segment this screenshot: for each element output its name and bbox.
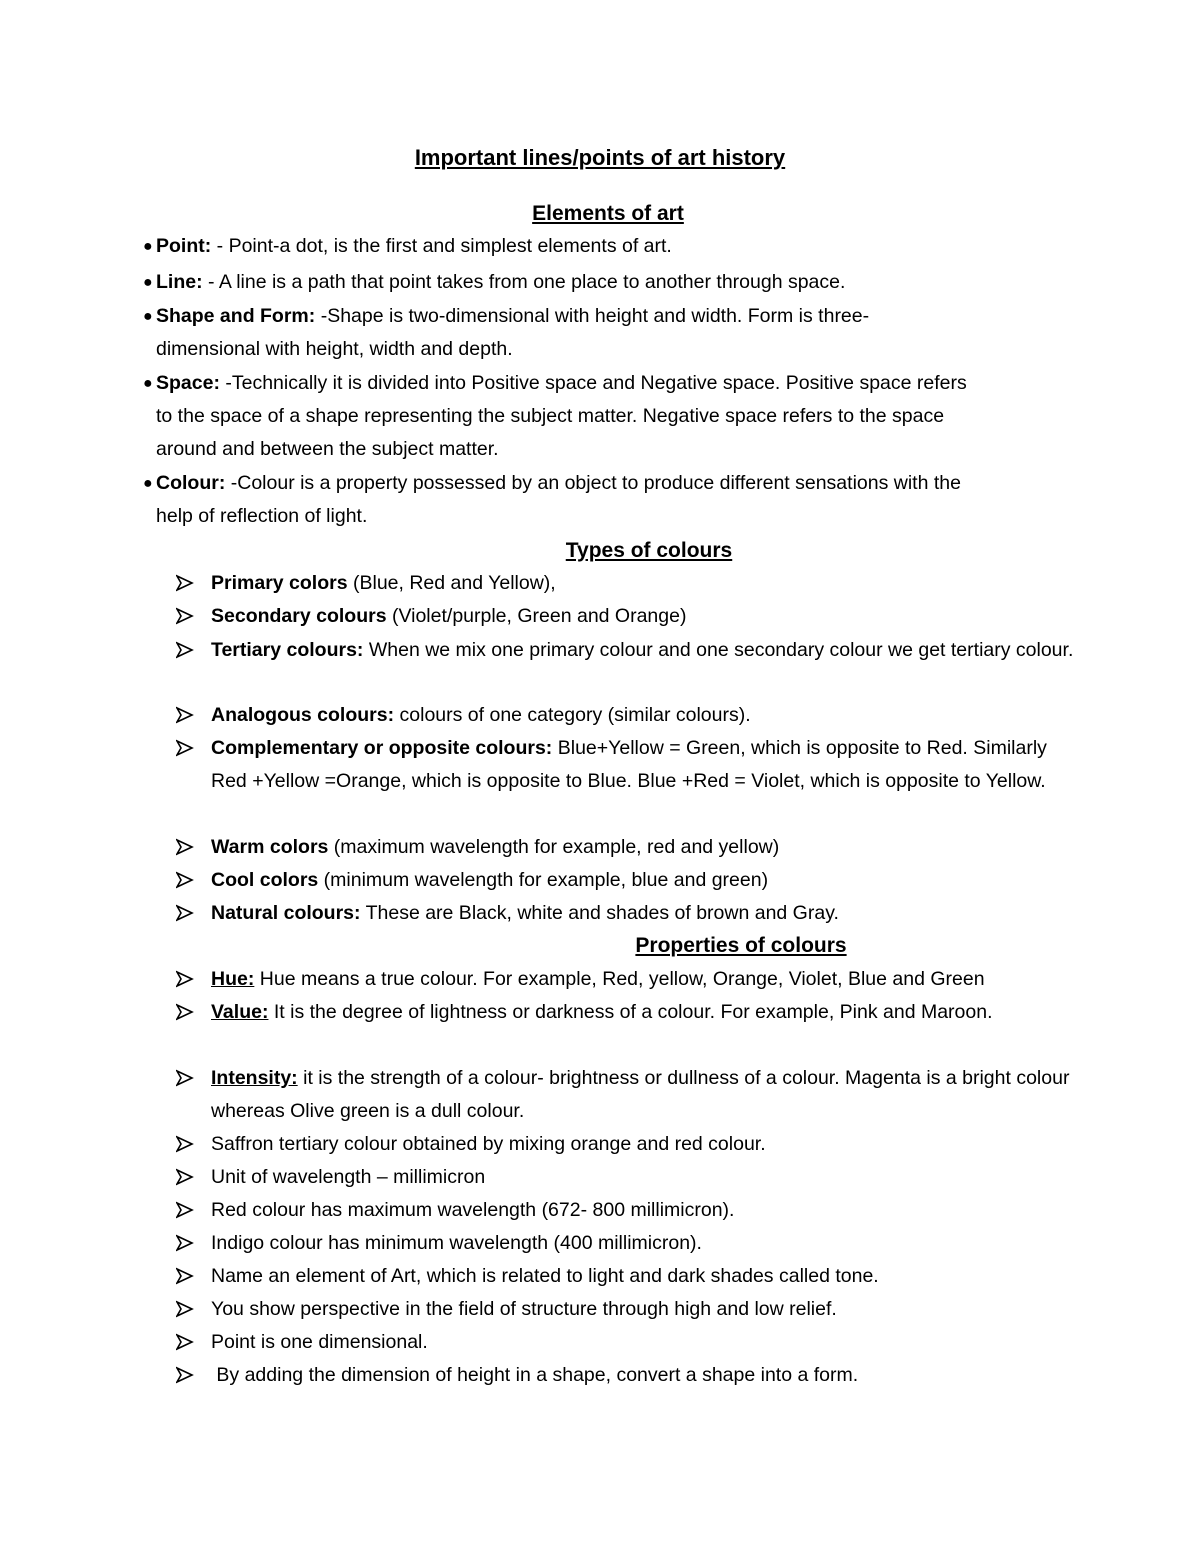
term: Secondary colours	[211, 605, 387, 627]
elements-heading: Elements of art	[532, 202, 684, 225]
description: These are Black, white and shades of brown and Gray.	[360, 902, 839, 924]
description: (minimum wavelength for example, blue and green)	[318, 869, 769, 891]
list-item-primary	[176, 567, 1076, 600]
list-item-intensity	[176, 1062, 1076, 1128]
description: Name an element of Art, which is related to light and dark shades called tone.	[211, 1265, 879, 1287]
term: Hue:	[211, 968, 255, 990]
list-item-point-dimension	[176, 1326, 1076, 1359]
list-item-shape-to-form	[176, 1359, 1076, 1392]
term: Primary colors	[211, 572, 348, 594]
description: (Violet/purple, Green and Orange)	[386, 605, 687, 627]
term: Colour:	[156, 472, 226, 494]
description: Blue+Yellow = Green, which is opposite to Red. Similarly Red +Yellow =Orange, which is opposite to Blue. Blue +Red = Violet, which is opposite to Yellow.	[211, 737, 1047, 792]
list-item-hue	[176, 963, 1076, 996]
list-item-wavelength-unit	[176, 1161, 1076, 1194]
list-item-warm	[176, 831, 1076, 864]
description: Saffron tertiary colour obtained by mixing orange and red colour.	[211, 1133, 766, 1155]
list-item-indigo-wavelength	[176, 1227, 1076, 1260]
properties-heading: Properties of colours	[635, 934, 847, 957]
arrowhead-bullet-icon	[176, 898, 194, 928]
term: Warm colors	[211, 836, 329, 858]
term: Intensity:	[211, 1067, 298, 1089]
arrowhead-bullet-icon	[176, 1327, 194, 1357]
arrowhead-bullet-icon	[176, 865, 194, 895]
arrowhead-bullet-icon	[176, 1162, 194, 1192]
bullet-icon: ●	[143, 308, 153, 325]
description: Red colour has maximum wavelength (672- 800 millimicron).	[211, 1199, 735, 1221]
arrowhead-bullet-icon	[176, 601, 194, 631]
term: Value:	[211, 1001, 269, 1023]
arrowhead-bullet-icon	[176, 635, 194, 665]
description: When we mix one primary colour and one secondary colour we get tertiary colour.	[363, 639, 1074, 661]
types-heading: Types of colours	[565, 539, 733, 562]
bullet-icon: ●	[143, 274, 153, 291]
list-item-perspective	[176, 1293, 1076, 1326]
description: It is the degree of lightness or darkness of a colour. For example, Pink and Maroon.	[268, 1001, 993, 1023]
arrowhead-bullet-icon	[176, 1063, 194, 1093]
description: -Technically it is divided into Positive space and Negative space. Positive space refers	[219, 372, 967, 394]
list-item-shape-form	[143, 300, 1078, 366]
arrowhead-bullet-icon	[176, 1228, 194, 1258]
arrowhead-bullet-icon	[176, 700, 194, 730]
arrowhead-bullet-icon	[176, 1195, 194, 1225]
description: By adding the dimension of height in a shape, convert a shape into a form.	[211, 1364, 859, 1386]
term: Point:	[156, 235, 212, 257]
description-cont: around and between the subject matter.	[156, 438, 499, 460]
description-cont: help of reflection of light.	[156, 505, 368, 527]
description: -Shape is two-dimensional with height and width. Form is three-	[315, 305, 870, 327]
list-item-cool	[176, 864, 1076, 897]
arrowhead-bullet-icon	[176, 997, 194, 1027]
arrowhead-bullet-icon	[176, 1294, 194, 1324]
term: Natural colours:	[211, 902, 361, 924]
description: Hue means a true colour. For example, Red, yellow, Orange, Violet, Blue and Green	[254, 968, 985, 990]
description-cont: to the space of a shape representing the subject matter. Negative space refers to the space	[156, 405, 945, 427]
term: Cool colors	[211, 869, 319, 891]
list-item-line	[143, 266, 1078, 299]
list-item-secondary	[176, 600, 1076, 633]
list-item-point	[143, 230, 1078, 263]
bullet-icon: ●	[143, 475, 153, 492]
description: -Colour is a property possessed by an object to produce different sensations with the	[225, 472, 961, 494]
description: (Blue, Red and Yellow),	[347, 572, 556, 594]
page-title: Important lines/points of art history	[414, 145, 786, 170]
description: Unit of wavelength – millimicron	[211, 1166, 486, 1188]
description: - Point-a dot, is the first and simplest elements of art.	[211, 235, 672, 257]
description: it is the strength of a colour- brightness or dullness of a colour. Magenta is a bright colour whereas Olive green is a dull colour.	[211, 1067, 1070, 1122]
list-item-analogous	[176, 699, 1076, 732]
arrowhead-bullet-icon	[176, 1129, 194, 1159]
list-item-complementary	[176, 732, 1076, 798]
arrowhead-bullet-icon	[176, 1261, 194, 1291]
arrowhead-bullet-icon	[176, 1360, 194, 1390]
list-item-saffron	[176, 1128, 1076, 1161]
list-item-colour	[143, 467, 1078, 533]
description: Point is one dimensional.	[211, 1331, 428, 1353]
term: Complementary or opposite colours:	[211, 737, 553, 759]
term: Space:	[156, 372, 220, 394]
bullet-icon: ●	[143, 238, 153, 255]
list-item-red-wavelength	[176, 1194, 1076, 1227]
description: (maximum wavelength for example, red and yellow)	[328, 836, 780, 858]
arrowhead-bullet-icon	[176, 964, 194, 994]
list-item-natural	[176, 897, 1076, 930]
arrowhead-bullet-icon	[176, 832, 194, 862]
term: Shape and Form:	[156, 305, 316, 327]
arrowhead-bullet-icon	[176, 733, 194, 763]
list-item-tertiary	[176, 634, 1076, 667]
term: Tertiary colours:	[211, 639, 364, 661]
list-item-value	[176, 996, 1076, 1029]
description-cont: dimensional with height, width and depth.	[156, 338, 513, 360]
term: Analogous colours:	[211, 704, 395, 726]
description: colours of one category (similar colours).	[394, 704, 751, 726]
description: - A line is a path that point takes from one place to another through space.	[202, 271, 846, 293]
term: Line:	[156, 271, 203, 293]
description: Indigo colour has minimum wavelength (400 millimicron).	[211, 1232, 702, 1254]
arrowhead-bullet-icon	[176, 568, 194, 598]
list-item-space	[143, 367, 1078, 466]
bullet-icon: ●	[143, 375, 153, 392]
list-item-tone	[176, 1260, 1076, 1293]
description: You show perspective in the field of structure through high and low relief.	[211, 1298, 837, 1320]
